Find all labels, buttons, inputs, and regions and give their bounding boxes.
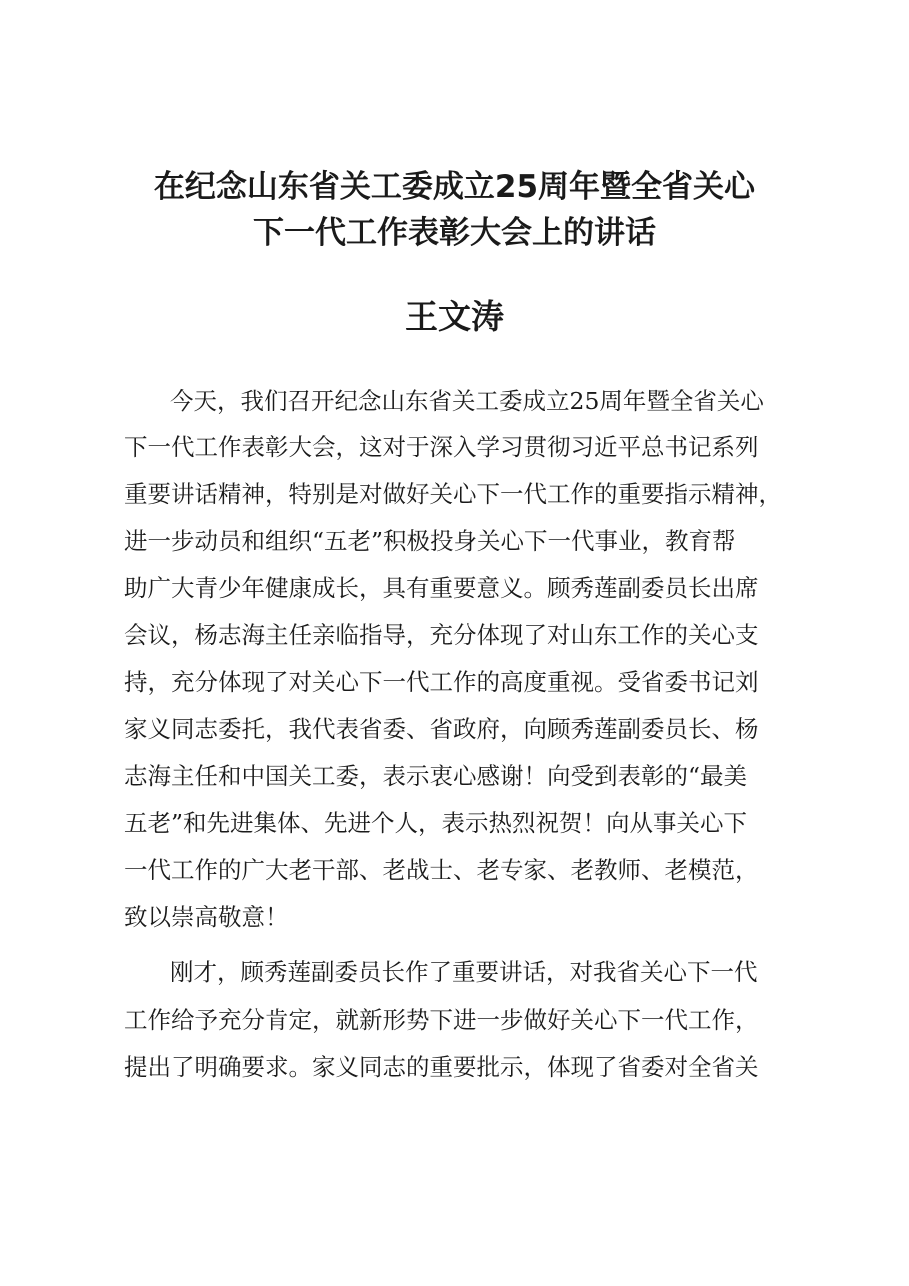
- document-title-line-2: 下一代工作表彰大会上的讲话: [253, 215, 656, 251]
- paragraph-line: 进一步动员和组织“五老”积极投身关心下一代事业，教育帮: [124, 527, 736, 555]
- paragraph-line: 志海主任和中国关工委，表示衷心感谢！向受到表彰的“最美: [124, 762, 748, 790]
- paragraph-line: 持，充分体现了对关心下一代工作的高度重视。受省委书记刘: [124, 668, 759, 696]
- paragraph-line: 一代工作的广大老干部、老战士、老专家、老教师、老模范，: [124, 856, 759, 884]
- paragraph-line: 工作给予充分肯定，就新形势下进一步做好关心下一代工作，: [124, 1006, 759, 1034]
- paragraph-line: 助广大青少年健康成长，具有重要意义。顾秀莲副委员长出席: [124, 574, 759, 602]
- paragraph-line: 重要讲话精神，特别是对做好关心下一代工作的重要指示精神，: [124, 480, 782, 508]
- author-name: 王文涛: [405, 297, 504, 336]
- paragraph-line: 今天，我们召开纪念山东省关工委成立25周年暨全省关心: [170, 387, 764, 415]
- paragraph-line: 致以崇高敬意！: [124, 903, 289, 931]
- paragraph-line: 下一代工作表彰大会，这对于深入学习贯彻习近平总书记系列: [124, 433, 759, 461]
- paragraph-line: 家义同志委托，我代表省委、省政府，向顾秀莲副委员长、杨: [124, 715, 759, 743]
- paragraph-line: 会议，杨志海主任亲临指导，充分体现了对山东工作的关心支: [124, 621, 759, 649]
- document-title-line-1: 在纪念山东省关工委成立25周年暨全省关心: [153, 169, 756, 205]
- paragraph-line: 提出了明确要求。家义同志的重要批示，体现了省委对全省关: [124, 1053, 759, 1081]
- paragraph-line: 刚才，顾秀莲副委员长作了重要讲话，对我省关心下一代: [170, 958, 758, 986]
- paragraph-line: 五老”和先进集体、先进个人，表示热烈祝贺！向从事关心下: [124, 809, 748, 837]
